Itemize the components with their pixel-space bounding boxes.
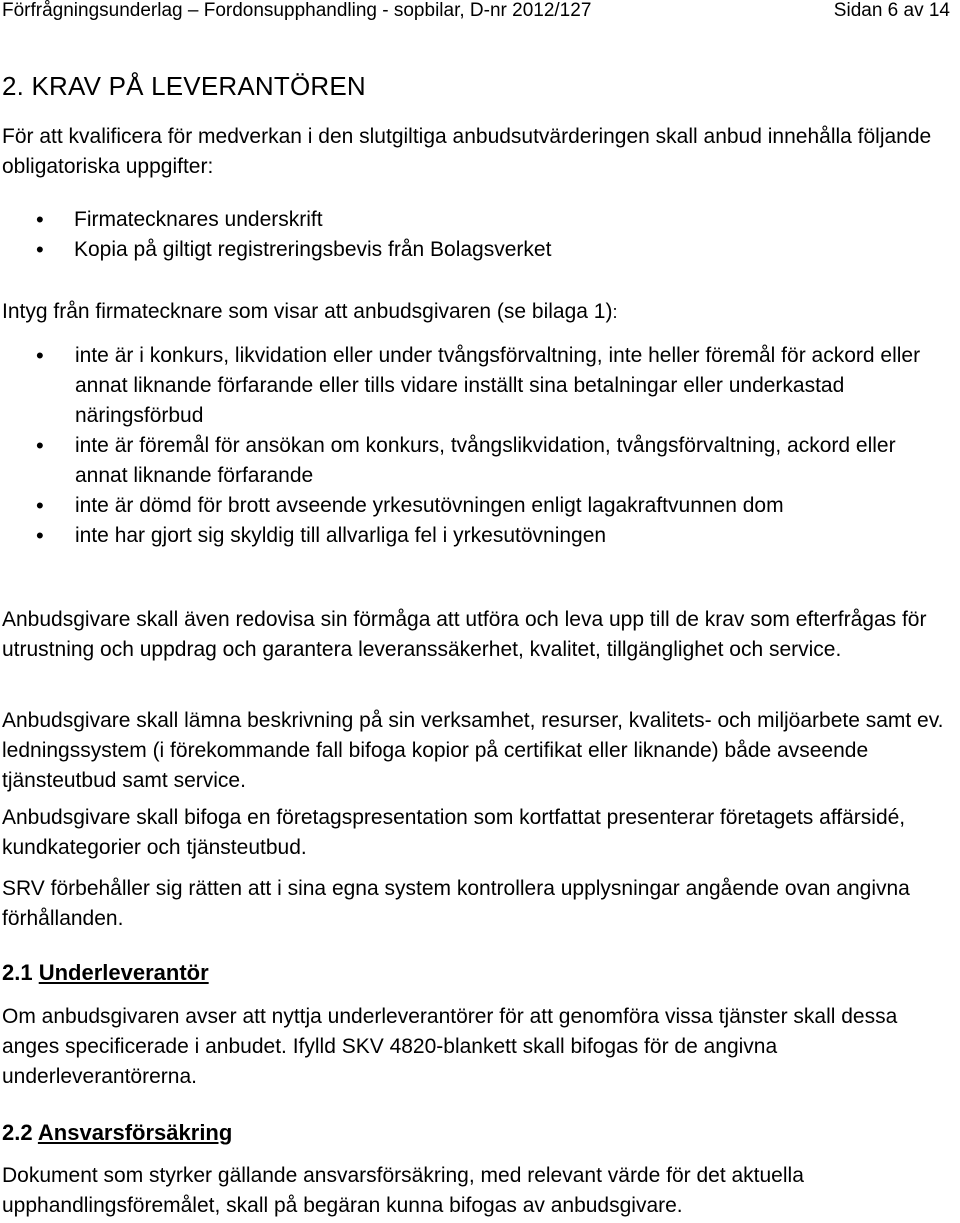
business-description-paragraph: Anbudsgivare skall lämna beskrivning på sin verksamhet, resurser, kvalitets- och miljöarbete samt ev. ledningssystem (i förekommande fall bifoga kopior på certifikat eller liknande) både avseende tjänsteutbud samt service. — [2, 709, 944, 792]
list-item-text: inte är i konkurs, likvidation eller under tvångsförvaltning, inte heller föremål för ackord eller annat liknande förfarande eller tills vidare inställt sina betalningar eller underkastad näringsförbud — [75, 344, 921, 427]
intyg-text: Intyg från firmatecknare som visar att anbudsgivaren (se bilaga 1) — [2, 300, 613, 323]
intyg-paragraph — [2, 297, 952, 327]
bullet-icon: • — [36, 207, 44, 232]
list-item-text: inte är dömd för brott avseende yrkesutövningen enligt lagakraftvunnen dom — [75, 494, 784, 517]
list-item — [2, 235, 952, 265]
section-heading-underleverantor — [2, 958, 952, 988]
company-presentation-paragraph: Anbudsgivare skall bifoga en företagspresentation som kortfattat presenterar företagets affärsidé, kundkategorier och tjänsteutbud. — [2, 806, 906, 859]
intyg-colon: : — [612, 302, 618, 322]
section-title: Ansvarsförsäkring — [37, 1120, 233, 1145]
page-header — [2, 0, 950, 22]
list-item — [2, 431, 952, 491]
bullet-icon: • — [36, 343, 44, 368]
section-heading-ansvarsforsakring — [2, 1118, 952, 1148]
capability-paragraph: Anbudsgivare skall även redovisa sin förmåga att utföra och leva upp till de krav som efterfrågas för utrustning och uppdrag och garantera leveranssäkerhet, kvalitet, tillgänglighet och service. — [2, 608, 927, 661]
section-heading-krav: 2. KRAV PÅ LEVERANTÖREN — [2, 71, 366, 101]
list-item-text: Kopia på giltigt registreringsbevis från Bolagsverket — [74, 238, 552, 261]
ansvarsforsakring-paragraph: Dokument som styrker gällande ansvarsförsäkring, med relevant värde för det aktuella upphandlingsföremålet, skall på begäran kunna bifogas av anbudsgivare. — [2, 1164, 804, 1217]
list-item — [2, 521, 952, 551]
list-item — [2, 205, 952, 235]
list-item-text: Firmatecknares underskrift — [74, 208, 323, 231]
header-page-number: Sidan 6 av 14 — [833, 0, 950, 21]
list-item — [2, 491, 952, 521]
bullet-icon: • — [36, 237, 44, 262]
intro-paragraph: För att kvalificera för medverkan i den slutgiltiga anbudsutvärderingen skall anbud innehålla följande obligatoriska uppgifter: — [2, 125, 932, 178]
bullet-icon: • — [36, 433, 44, 458]
list-item-text: inte är föremål för ansökan om konkurs, tvångslikvidation, tvångsförvaltning, ackord eller annat liknande förfarande — [75, 434, 896, 487]
mandatory-items-list — [2, 205, 952, 265]
bullet-icon: • — [36, 523, 44, 548]
list-item-text: inte har gjort sig skyldig till allvarliga fel i yrkesutövningen — [75, 524, 607, 547]
srv-verification-paragraph: SRV förbehåller sig rätten att i sina egna system kontrollera upplysningar angående ovan angivna förhållanden. — [2, 877, 910, 930]
section-title: Underleverantör — [38, 960, 209, 985]
section-number: 2.1 — [2, 960, 33, 985]
list-item — [2, 341, 952, 431]
underleverantor-paragraph: Om anbudsgivaren avser att nyttja underleverantörer för att genomföra vissa tjänster skall dessa anges specificerade i anbudet. Ifylld SKV 4820-blankett skall bifogas för de angivna underleverantörerna. — [2, 1005, 898, 1088]
intyg-conditions-list — [2, 341, 952, 551]
header-document-title: Förfrågningsunderlag – Fordonsupphandling - sopbilar, D-nr 2012/127 — [2, 0, 592, 21]
bullet-icon: • — [36, 493, 44, 518]
section-number: 2.2 — [2, 1120, 33, 1145]
